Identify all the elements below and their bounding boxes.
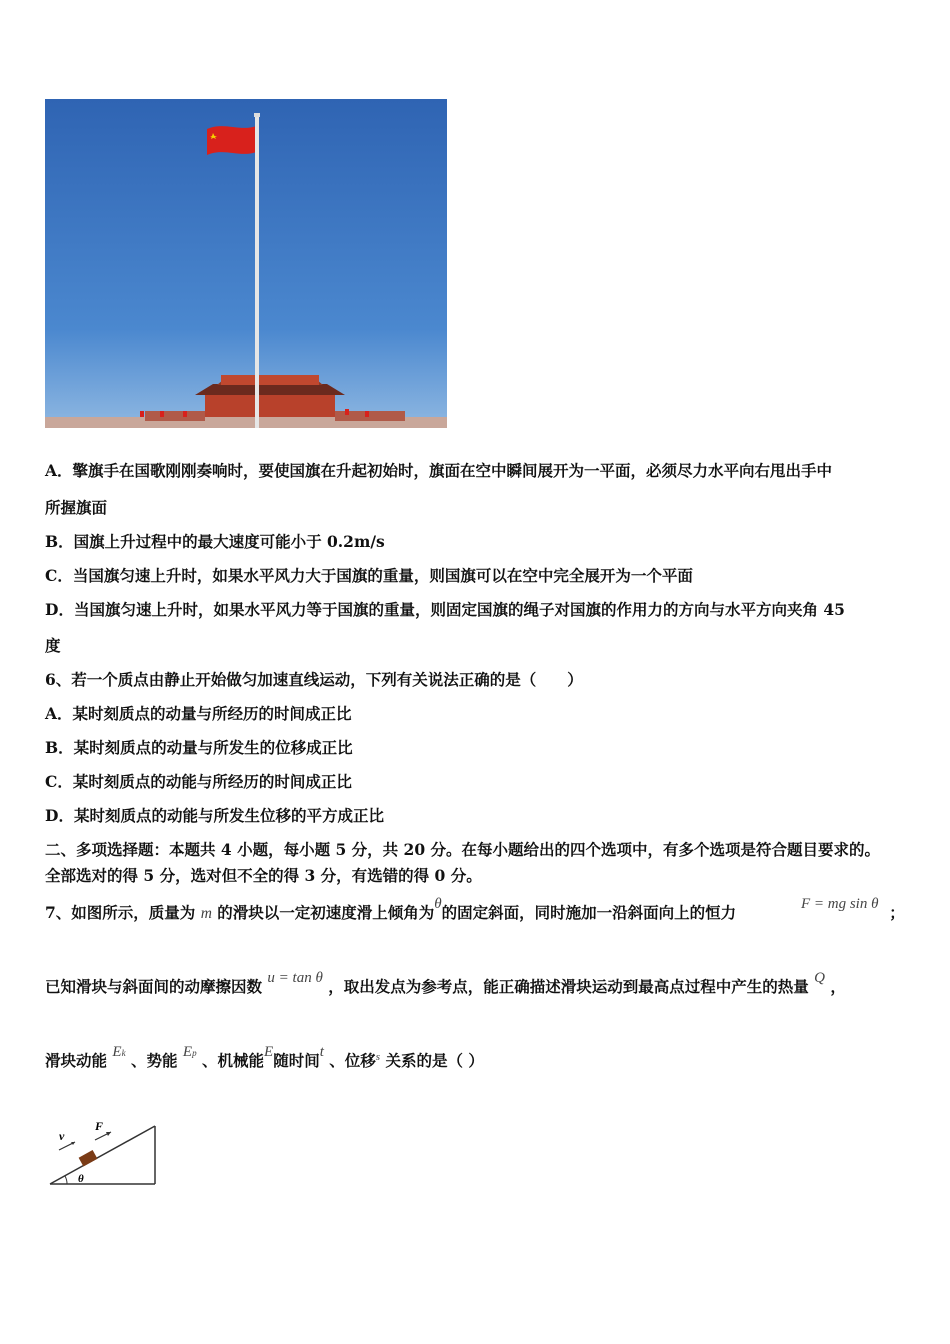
force-formula: F = mg sin θ	[800, 896, 879, 912]
flag-scene-graphic	[45, 99, 447, 428]
question-7-line2	[45, 970, 846, 998]
slider-block	[79, 1150, 98, 1167]
question-7-line1	[45, 896, 905, 924]
force-label: F	[95, 1119, 104, 1133]
q7-text: ，	[830, 977, 846, 996]
displacement-symbol: s	[375, 1051, 381, 1063]
option-5b: B．国旗上升过程中的最大速度可能小于 0.2m/s	[45, 532, 385, 551]
option-6d: D．某时刻质点的动能与所发生位移的平方成正比	[45, 806, 384, 825]
q7-text: ；	[889, 903, 905, 922]
q7-text: 7、如图所示，质量为	[45, 903, 201, 922]
heat-symbol: Q	[814, 970, 826, 986]
q7-text: 的滑块以一定初速度滑上倾角为	[211, 903, 435, 922]
option-5a-line2: 所握旗面	[45, 498, 108, 517]
option-6a: A．某时刻质点的动量与所经历的时间成正比	[45, 704, 352, 723]
option-6b: B．某时刻质点的动量与所发生的位移成正比	[45, 738, 353, 757]
mechanical-energy-symbol: E	[264, 1044, 274, 1060]
theta-symbol: θ	[434, 896, 442, 912]
q7-text: 滑块动能	[45, 1051, 108, 1070]
angle-label: θ	[78, 1173, 84, 1185]
q7-text: ，取出发点为参考点，能正确描述滑块运动到最高点过程中产生的热量	[328, 977, 809, 996]
q7-text: 关系的是（ ）	[385, 1051, 484, 1070]
q7-text: 的固定斜面，同时施加一沿斜面向上的恒力	[441, 903, 737, 922]
section-2-heading-line2: 全部选对的得 5 分，选对但不全的得 3 分，有选错的得 0 分。	[45, 866, 482, 885]
incline-slope-line	[50, 1126, 155, 1184]
question-6-stem: 6、若一个质点由静止开始做匀加速直线运动，下列有关说法正确的是（ ）	[45, 670, 583, 689]
option-5d-line1: D．当国旗匀速上升时，如果水平风力等于国旗的重量，则固定国旗的绳子对国旗的作用力的方向与水平方向夹角 45	[45, 600, 845, 619]
flag-photo	[45, 99, 447, 428]
question-7-line3	[45, 1044, 484, 1073]
section-2-heading-line1: 二、多项选择题：本题共 4 小题，每小题 5 分，共 20 分。在每小题给出的四个选项中，有多个选项是符合题目要求的。	[45, 840, 881, 859]
mass-symbol: m	[200, 905, 212, 922]
q7-text: 、机械能	[202, 1051, 265, 1070]
incline-figure	[45, 1118, 165, 1190]
q7-text: 、位移	[329, 1051, 376, 1070]
option-5d-line2: 度	[45, 636, 61, 655]
time-symbol: t	[319, 1044, 324, 1060]
option-5a-line1: A．擎旗手在国歌刚刚奏响时，要使国旗在升起初始时，旗面在空中瞬间展开为一平面，必须尽力水平向右甩出手中	[45, 461, 833, 480]
q7-text: 已知滑块与斜面间的动摩擦因数	[45, 977, 263, 996]
kinetic-energy-symbol: Ek	[112, 1044, 126, 1060]
q7-text: 随时间	[273, 1051, 320, 1070]
velocity-label: v	[59, 1129, 65, 1143]
friction-formula: u = tan θ	[267, 970, 323, 986]
option-5c: C．当国旗匀速上升时，如果水平风力大于国旗的重量，则国旗可以在空中完全展开为一个平面	[45, 566, 693, 585]
potential-energy-symbol: Ep	[182, 1044, 197, 1060]
option-6c: C．某时刻质点的动能与所经历的时间成正比	[45, 772, 352, 791]
q7-text: 、势能	[131, 1051, 178, 1070]
